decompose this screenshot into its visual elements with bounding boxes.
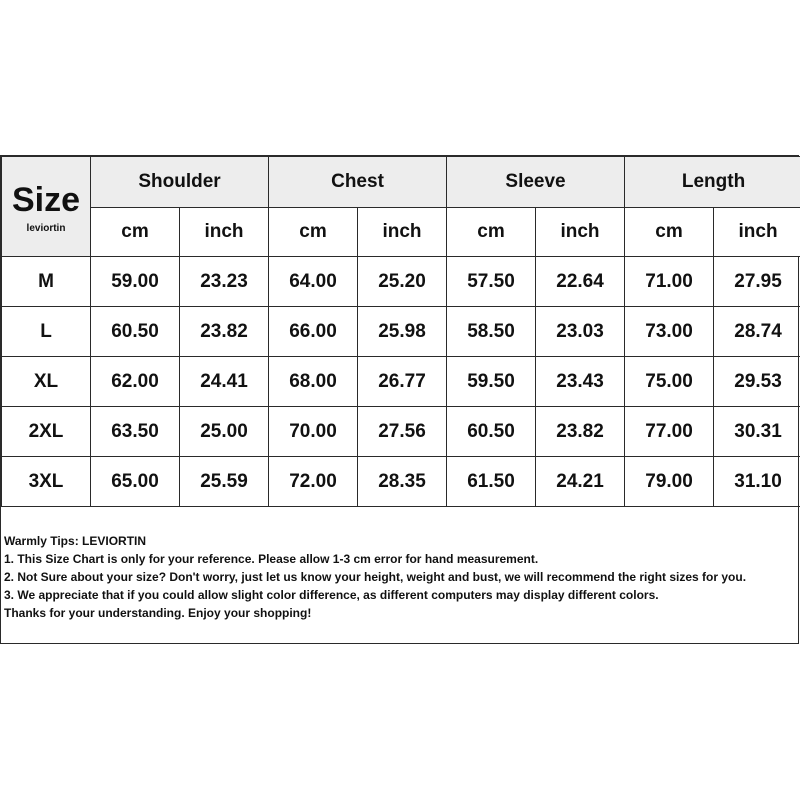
unit-header-row <box>2 208 800 257</box>
unit-header-cm: cm <box>447 208 536 257</box>
table-row <box>2 407 800 457</box>
unit-header-inch: inch <box>536 208 625 257</box>
size-label-cell: 2XL <box>2 407 91 457</box>
size-title: Size <box>11 181 81 219</box>
size-corner-cell <box>2 157 91 257</box>
size-label-cell: L <box>2 307 91 357</box>
measurement-cell: 24.21 <box>536 457 625 507</box>
measurement-cell: 60.50 <box>91 307 180 357</box>
unit-header-cm: cm <box>269 208 358 257</box>
size-rows <box>2 257 800 507</box>
group-header-length: Length <box>625 157 800 208</box>
unit-header-cm: cm <box>625 208 714 257</box>
tip-line: 1. This Size Chart is only for your reference. Please allow 1-3 cm error for hand measurement. <box>4 552 539 566</box>
measurement-cell: 59.00 <box>91 257 180 307</box>
measurement-cell: 66.00 <box>269 307 358 357</box>
size-label-cell: 3XL <box>2 457 91 507</box>
measurement-cell: 28.35 <box>358 457 447 507</box>
measurement-cell: 25.00 <box>180 407 269 457</box>
measurement-cell: 79.00 <box>625 457 714 507</box>
measurement-cell: 59.50 <box>447 357 536 407</box>
measurement-cell: 64.00 <box>269 257 358 307</box>
tip-line: 3. We appreciate that if you could allow slight color difference, as different computers may display different colors. <box>4 588 659 602</box>
measurement-cell: 75.00 <box>625 357 714 407</box>
measurement-cell: 25.98 <box>358 307 447 357</box>
measurement-cell: 77.00 <box>625 407 714 457</box>
measurement-cell: 70.00 <box>269 407 358 457</box>
table-row <box>2 357 800 407</box>
measurement-cell: 73.00 <box>625 307 714 357</box>
measurement-cell: 63.50 <box>91 407 180 457</box>
measurement-cell: 23.23 <box>180 257 269 307</box>
group-header-shoulder: Shoulder <box>91 157 269 208</box>
unit-header-cm: cm <box>91 208 180 257</box>
group-header-sleeve: Sleeve <box>447 157 625 208</box>
measurement-cell: 61.50 <box>447 457 536 507</box>
measurement-cell: 71.00 <box>625 257 714 307</box>
measurement-cell: 27.95 <box>714 257 800 307</box>
tips-block <box>4 532 794 622</box>
measurement-cell: 26.77 <box>358 357 447 407</box>
measurement-cell: 29.53 <box>714 357 800 407</box>
measurement-cell: 23.03 <box>536 307 625 357</box>
size-chart-frame <box>0 155 799 644</box>
group-header-chest: Chest <box>269 157 447 208</box>
size-label-cell: M <box>2 257 91 307</box>
measurement-cell: 28.74 <box>714 307 800 357</box>
measurement-cell: 23.82 <box>536 407 625 457</box>
measurement-cell: 23.82 <box>180 307 269 357</box>
measurement-cell: 25.59 <box>180 457 269 507</box>
size-label-cell: XL <box>2 357 91 407</box>
size-table <box>1 156 800 507</box>
tip-line: 2. Not Sure about your size? Don't worry, just let us know your height, weight and bust, we will recommend the right sizes for you. <box>4 570 747 584</box>
unit-header-inch: inch <box>714 208 800 257</box>
unit-header-inch: inch <box>180 208 269 257</box>
measurement-cell: 27.56 <box>358 407 447 457</box>
tips-heading: Warmly Tips: LEVIORTIN <box>4 534 147 548</box>
measurement-cell: 22.64 <box>536 257 625 307</box>
table-row <box>2 307 800 357</box>
measurement-cell: 68.00 <box>269 357 358 407</box>
unit-header-inch: inch <box>358 208 447 257</box>
table-row <box>2 457 800 507</box>
group-header-row <box>2 157 800 208</box>
table-row <box>2 257 800 307</box>
measurement-cell: 30.31 <box>714 407 800 457</box>
measurement-cell: 72.00 <box>269 457 358 507</box>
tip-line: Thanks for your understanding. Enjoy your shopping! <box>4 606 312 620</box>
measurement-cell: 60.50 <box>447 407 536 457</box>
measurement-cell: 62.00 <box>91 357 180 407</box>
measurement-cell: 31.10 <box>714 457 800 507</box>
measurement-cell: 65.00 <box>91 457 180 507</box>
measurement-cell: 57.50 <box>447 257 536 307</box>
measurement-cell: 58.50 <box>447 307 536 357</box>
measurement-cell: 23.43 <box>536 357 625 407</box>
brand-label: leviortin <box>26 223 66 234</box>
measurement-cell: 24.41 <box>180 357 269 407</box>
measurement-cell: 25.20 <box>358 257 447 307</box>
